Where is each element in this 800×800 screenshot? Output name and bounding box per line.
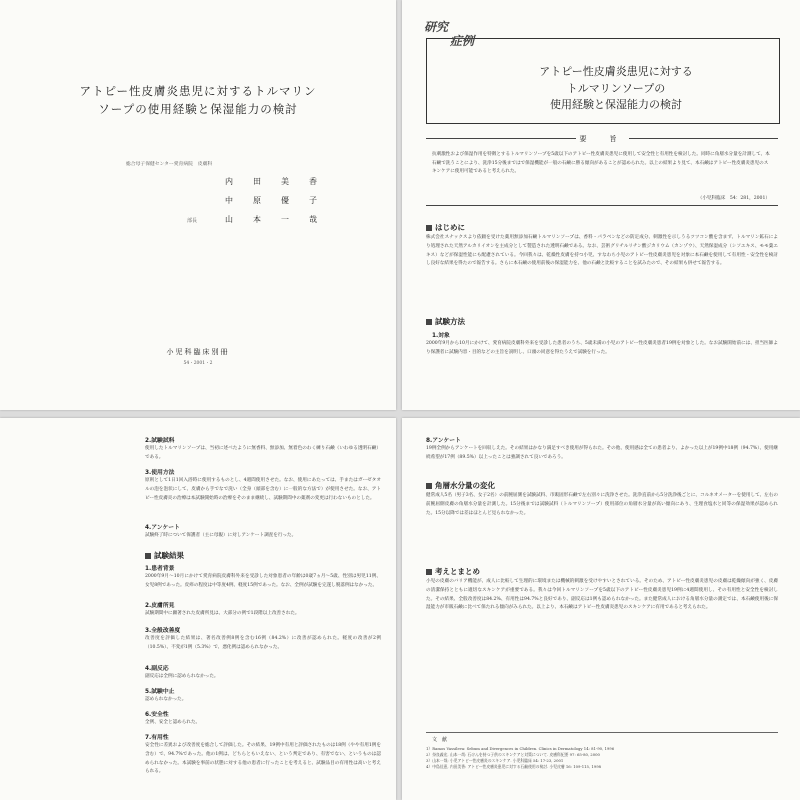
category-label-case: 症例 [450,34,475,48]
result-text: 副反応は全例に認められなかった。 [145,674,219,679]
subsection-heading: 2.皮膚所見 [145,603,175,609]
result-text: 全例、安全と認められた。 [145,720,201,725]
summary-box [426,135,778,206]
author-name: 山 本 一 哉 [225,215,323,224]
enquete-text: 19例全例からアンケートを回収しえた。その結果はかなり満足すべき使用が得られた。その他、使用感は全ての患者より、よかった以上が19例中18例（94.7%）、使用継続希望が17例（89.5%）以上ったことは強調されて良いであろう。 [426,446,778,460]
block-text: 原則として1日1回入浴時に使用するものとし、4週間使用させた。なお、使用にあたっては、手またはガーゼタオルの泡を泡状にして、皮膚から手でなで洗い（全身（頭部を含む）に一般的な方法で）が使用させた。なお、アトピー性皮膚炎の治療は本試験開始時の治療をそのまま継続し、試験期間中の薬剤の変更は行わないものとした。 [145,478,381,501]
article-title-line: トルマリンソープの [566,81,666,95]
cover-page [0,0,396,410]
references-list [426,746,778,770]
reference-item: 2）奈良義宏, 山本一哉: 石けんを持つ子供のスキンケアと対策について. 皮膚科紀要 97: 65-80, 2000 [426,752,600,757]
subsection-heading: 1.患者背景 [145,566,175,572]
result-text: 試験期間中に顕著された皮膚所見は、大部分の例で1段階以上改善された。 [145,611,300,616]
subsection-heading: 1.対象 [432,333,450,339]
result-text: 2000年9月〜10月にかけて愛育病院皮膚科外来を受診した対象患者の年齢は0歳7ヵ月〜5歳、性別は男児11例、女児8例であった。皮疹の程度は中等度4例、軽度15例であった。なお、全例が試験を完遂し脱落例はなかった。 [145,574,381,588]
subsection-heading: 4.副反応 [145,666,169,672]
block-text: 試験終了時について保護者（主に母親）に対しアンケート調査を行った。 [145,533,297,538]
section-heading: はじめに [426,222,465,233]
summary-text: 抗刺激性および保湿作用を特徴とするトルマリンソープを5歳以下のアトピー性皮膚炎患児に使用して安全性と有用性を検討した。同時に角層水分量を計測して、本石鹸で洗うことにより、洗浄15分後まではで保湿機能が一般の石鹸に勝る傾向があることが認められた。以上の結果より見て、本石鹸はアトピー性皮膚炎患児のスキンケアに使用可能であると考えられた。 [432,152,770,174]
result-text: 安全性に差異および改善度を総合して評価した。その結果、19例中有用と評価されたものは18例（やや有用1例を含む）で、94.7%であった。他の1例は、どちらともいえない、という判定であり、有害でない、というものは認められなかった。本試験を事前の状態に対する他の患者に行ったことを考えると、試験品目の有用性は高いと考えられる。 [145,743,381,775]
author [165,213,335,232]
affiliation: 総合母子保健センター愛育病院 皮膚科 [126,162,213,167]
reference-item: 1）Ramos Vassileva: Sebum and Divergences in Children. Clinics in Dermatology 14: 81-90, 1996 [426,746,615,751]
category-label-research: 研究 [424,20,449,34]
method-text: 2000年9月から10月にかけて、愛育病院皮膚科外来を受診した患者のうち、5歳未満の小児のアトピー性皮膚炎患者19例を対象とした。なお試験開始前には、担当医師より保護者に試験内容・目的などの主旨を説明し、口頭の同意を得たうえで試験を行った。 [426,341,778,355]
citation: （小児科臨床 54：281，2001） [697,196,770,201]
cover-title [0,82,396,118]
subsection-heading: 2.試験試料 [145,438,175,444]
article-title-line: アトピー性皮膚炎患児に対する [539,65,693,78]
moisture-text: 健常成人5名（男子3名、女子2名）の前腕屈側を試験試料、市販固形石鹸で左右別々に洗浄させた。洗浄直前から5分洗浄後ごとに、コルネオメーターを使用して、左右の前腕屈側皮膚の角層水分量を計測した。15分後までは試験試料（トルマリンソープ）使用部位の角層水分量が高い傾向にあり、生理食塩水と同等の保湿効果が認められた。15分以降では差はほとんど見られなかった。 [426,493,778,516]
author-list [165,175,335,232]
article-third-page [402,418,800,800]
article-title [442,64,790,114]
author-name: 内 田 美 香 [225,177,323,186]
journal-issue: 54・2001・2 [183,361,213,366]
cover-title-line: アトピー性皮膚炎患児に対するトルマリン [79,84,317,98]
cover-title-line: ソープの使用経験と保湿能力の検討 [98,102,298,116]
reference-item: 3）山本一哉: 小児アトピー性皮膚炎のスキンケア. 小児科臨床 54: 17-23, 2001 [426,758,564,763]
summary-heading: 要 旨 [426,134,778,144]
block-text: 使用したトルマリンソープは、当初に述べたように無香料、無添加、無着色のわく練り石鹸（いわゆる透明石鹸）である。 [145,446,381,460]
result-text: 認められなかった。 [145,697,187,702]
author-prefix: 部長 [187,218,198,224]
author-name: 中 原 優 子 [225,196,323,205]
article-second-page [0,418,396,800]
subsection-heading: 7.有用性 [145,735,169,741]
section-heading: 試験方法 [426,316,465,327]
subsection-heading: 6.安全性 [145,712,169,718]
subsection-heading: 4.アンケート [145,525,180,531]
author [165,175,335,194]
author [165,194,335,213]
section-heading: 試験結果 [145,550,184,561]
conclusion-text: 小児の皮膚のバリア機能が、成人に比較して生理的に環境または機械的刺激を受けやすいとされている。そのため、アトピー性皮膚炎患児の皮膚は乾燥傾向が強く、皮膚の清潔保持とともに適切なスキンケアが重要である。我々は今回トルマリンソープを5歳以下のアトピー性皮膚炎患児19例に4週間使用し、その有用性と安全性を検討した。その結果、全般改善度は84.2%、有用性は94.7%と良好であり、副反応は1例も認められなかった。また健常成人における角層水分量の測定では、本石鹸使用後に保湿能力が市販石鹸に比べて保たれる傾向がみられた。以上より、本石鹸はアトピー性皮膚炎患児のスキンケアに有用であると考えられた。 [426,579,778,611]
section-heading: 考えとまとめ [426,566,480,577]
subsection-heading: 8.アンケート [426,438,461,444]
result-text: 改善度を評価した結果は、著名改善例8例を含む16例（84.2%）に改善が認められた。軽度の改善が2例（10.5%）、不変が1例（5.3%）で、悪化例は認められなかった。 [145,636,381,650]
references-heading: 文 献 [432,737,448,743]
subsection-heading: 3.全般改善度 [145,628,181,634]
section-heading: 角層水分量の変化 [426,480,495,491]
references-divider [426,732,778,733]
subsection-heading: 3.使用方法 [145,470,175,476]
journal-name: 小児科臨床別冊 [166,348,230,356]
article-first-page [402,0,800,410]
intro-text: 株式会社スナックスより依頼を受けた薬用無添加石鹸トルマリンソープは、香料・パラベンなどの防定成分、刺激性を示しうるツツコン酸を含まず、トルマリン鉱石により処理された天然アルカリイオンを主成分として製造された透明石鹸である。なお、芸術グリチルリチン酸ジカリウム（カンゾウ）、天然保湿成分（シソエキス、モモ葉エキス）などが保湿性能にも配慮されている。今回我々は、乾燥性皮膚を持つ小児、すなわち小児のアトピー性皮膚炎患児を対象に本石鹸を使用して有用性・安全性を検討し良好な結果を得たので報告する。さらに本石鹸の使用前後の保湿能力を、他の石鹸と比較することを試みたので、その結果も併せて報告する。 [426,235,778,267]
subsection-heading: 5.試験中止 [145,689,175,695]
reference-item: 4）中島佳恵, 内田美香: アトピー性皮膚炎患児に対する石鹸使用の検討. 小児皮膚 16: 109-115, 1998 [426,764,602,769]
article-title-line: 使用経験と保湿能力の検討 [550,98,682,111]
